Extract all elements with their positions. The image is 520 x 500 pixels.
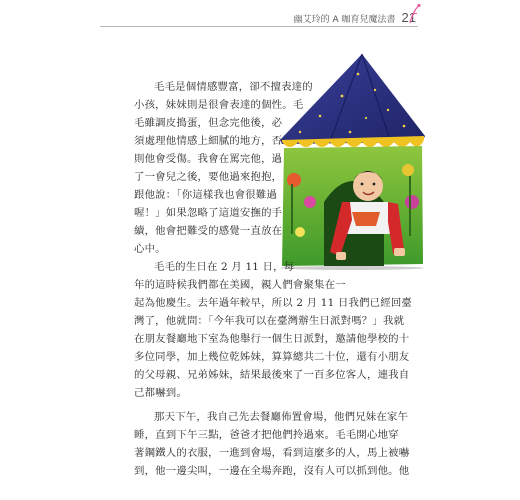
body-text-line: 的父母親、兄弟姊妹，結果最後來了一百多位客人，連我自 [134,369,410,381]
body-text-line: 年的這時候我們都在美國，親人們會聚集在一 [134,279,346,291]
body-text-line: 心中。 [134,243,166,255]
running-header [294,10,416,25]
body-text-line: 在朋友餐廳地下室為他舉行一個生日派對，邀請他學校的十 [134,333,410,345]
body-text-line: 跟他說：「你這樣我也會很難過 [134,189,278,201]
body-text-line: 則他會受傷。我會在罵完他，過 [134,153,283,165]
body-text-line: 了一會兒之後，要他過來抱抱， [134,171,283,183]
body-text-line: 灣了，他就問：「今年我可以在臺灣辦生日派對嗎？」我就 [134,315,405,327]
header-rule [100,26,418,27]
body-text-line: 小孩，妹妹則是很會表達的個性。毛 [134,99,304,111]
body-text-line: 續，他會把難受的感覺一直放在 [134,225,283,237]
body-text-line: 己都嚇到。 [134,387,187,399]
body-text-line: 著鋼鐵人的衣服，一進到會場，看到這麼多的人，馬上被嚇 [134,447,410,459]
body-text-line: 毛毛是個情感豐富，卻不擅表達的 [154,81,313,93]
book-title: 幽艾玲的 A 咖育兒魔法書 [293,15,396,25]
decorative-sparkle-icon [407,3,421,25]
body-text-line: 毛毛的生日在 2 月 11 日，每 [154,261,295,273]
body-text-line: 多位同學，加上幾位乾姊妹，算算總共二十位，還有小朋友 [134,351,410,363]
body-text-line: 睡，直到下午三點，爸爸才把他們拎過來。毛毛開心地穿 [134,429,399,441]
body-text-line: 到，他一邊尖叫，一邊在全場奔跑，沒有人可以抓到他。他 [134,465,410,477]
body-text-line: 那天下午，我自己先去餐廳佈置會場，他們兄妹在家午 [154,411,409,423]
body-text-line: 須處理他情感上細膩的地方，否 [134,135,283,147]
body-text-line: 起為他慶生。去年過年較早，所以 2 月 11 日我們已經回臺 [134,297,413,309]
body-text-line: 毛雖調皮搗蛋，但念完他後，必 [134,117,283,129]
body-text-line: 喔！」如果忽略了這道安撫的手 [134,207,283,219]
page-number: 21 [401,10,416,25]
